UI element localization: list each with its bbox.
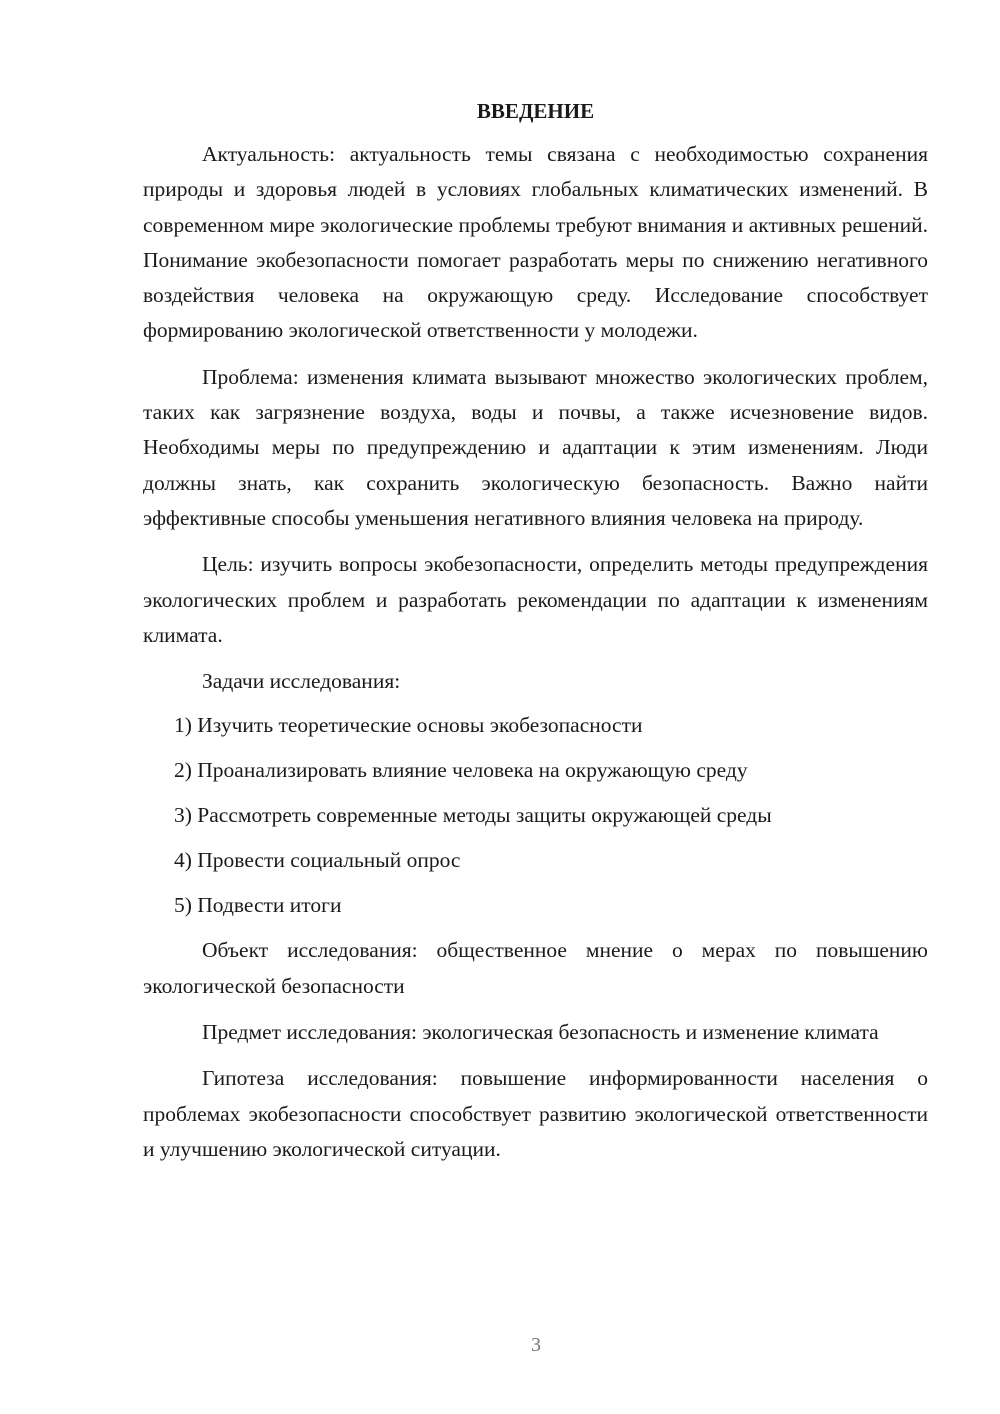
tasks-heading: Задачи исследования: <box>202 669 401 694</box>
tasks-list <box>143 708 928 923</box>
list-item: 3) Рассмотреть современные методы защиты окружающей среды <box>174 803 772 828</box>
page-title: ВВЕДЕНИЕ <box>476 99 595 123</box>
page-content <box>143 95 928 1178</box>
list-item: 5) Подвести итоги <box>174 893 342 918</box>
paragraph-problem: Проблема: изменения климата вызывают множество экологических проблем, таких как загрязнение воздуха, воды и почвы, а также исчезновение видов. Необходимы меры по предупреждению и адаптации к этим изменениям. Люди должны знать, как сохранить экологическую безопасность. Важно найти эффективные способы уменьшения негативного влияния человека на природу. <box>143 364 928 530</box>
list-item: 2) Проанализировать влияние человека на окружающую среду <box>174 758 748 783</box>
paragraph-subject: Предмет исследования: экологическая безопасность и изменение климата <box>202 1020 879 1045</box>
paragraph-goal: Цель: изучить вопросы экобезопасности, определить методы предупреждения экологических проблем и разработать рекомендации по адаптации к изменениям климата. <box>143 552 928 647</box>
list-item: 4) Провести социальный опрос <box>174 848 461 873</box>
list-item: 1) Изучить теоретические основы экобезопасности <box>174 713 643 738</box>
page-number: 3 <box>531 1334 541 1356</box>
paragraph-hypothesis: Гипотеза исследования: повышение информированности населения о проблемах экобезопасности способствует развитию экологической ответственности и улучшению экологической ситуации. <box>143 1066 928 1161</box>
paragraph-relevance: Актуальность: актуальность темы связана с необходимостью сохранения природы и здоровья людей в условиях глобальных климатических изменений. В современном мире экологические проблемы требуют внимания и активных решений. Понимание экобезопасности помогает разработать меры по снижению негативного воздействия человека на окружающую среду. Исследование способствует формированию экологической ответственности у молодежи. <box>143 142 928 343</box>
paragraph-object: Объект исследования: общественное мнение о мерах по повышению экологической безопасности <box>143 938 928 998</box>
